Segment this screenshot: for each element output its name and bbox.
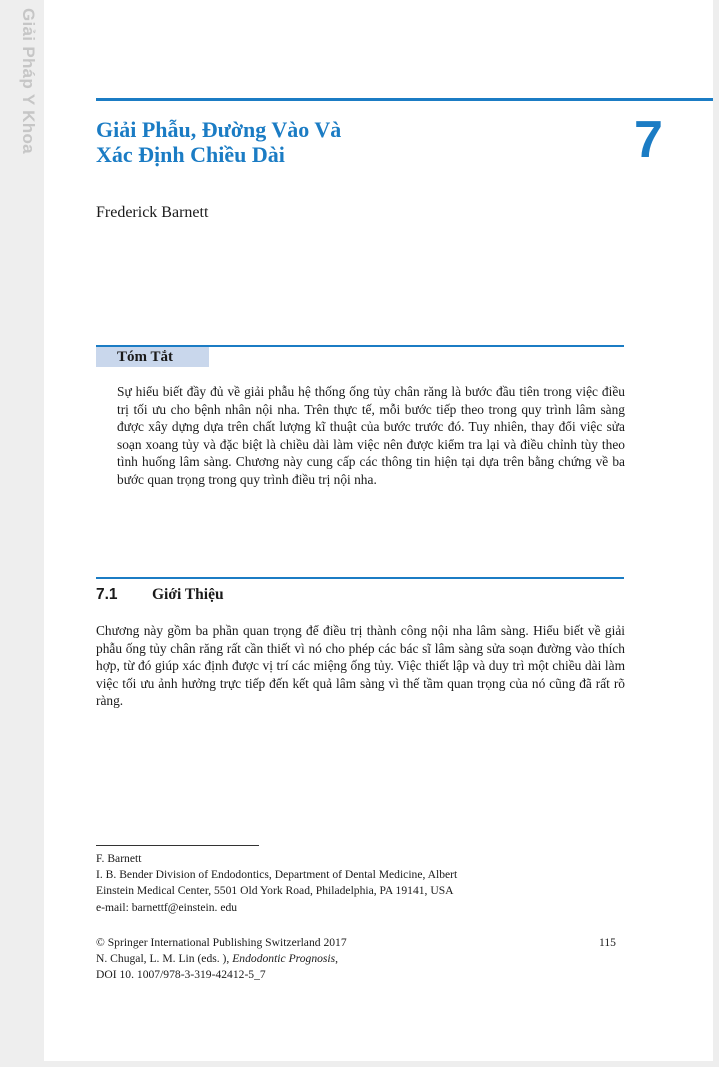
doi-line: DOI 10. 1007/978-3-319-42412-5_7 [96,968,266,982]
editors-prefix: N. Chugal, L. M. Lin (eds. ), [96,952,233,966]
chapter-title-line-1: Giải Phẫu, Đường Vào Và [96,117,342,142]
footnote-email: e-mail: barnettf@einstein. edu [96,900,238,914]
author-footnote [96,851,457,916]
section-text: Chương này gồm ba phần quan trọng để điều trị thành công nội nha lâm sàng. Hiểu biết về giải phẫu ống tủy chân răng rất cần thiết vì nó cho phép các bác sĩ lâm sàng sửa soạn đường vào thích hợp, từ đó giúp xác định được vị trí các miệng ống tủy. Việc thiết lập và duy trì một chiều dài làm việc tối ưu ảnh hưởng trực tiếp đến kết quả lâm sàng vì thế tầm quan trọng của nó cũng đã rất rõ ràng. [96,623,625,709]
document-page [44,0,713,1061]
editors-line [96,951,347,967]
section-title: Giới Thiệu [152,586,224,603]
book-title: Endodontic Prognosis [232,952,336,966]
copyright-line: © Springer International Publishing Switzerland 2017 [96,936,347,949]
page-number: 115 [599,936,616,949]
abstract-text: Sự hiểu biết đầy đủ về giải phẫu hệ thống ống tủy chân răng là bước đầu tiên trong việc điều trị tối ưu cho bệnh nhân nội nha. Trên thực tế, mỗi bước tiếp theo trong quy trình lâm sàng được xây dựng dựa trên chất lượng kĩ thuật của bước trước đó. Tuy nhiên, thay đổi việc sửa soạn xoang tủy và đặc biệt là chiều dài làm việc nên được kiểm tra lại và điều chỉnh tùy theo tình huống lâm sàng. Chương này cung cấp các thông tin hiện tại dựa trên bằng chứng về ba bước quan trọng trong quy trình điều trị nội nha. [117,384,625,487]
author-name: Frederick Barnett [96,204,209,221]
chapter-number: 7 [634,111,663,169]
section-number: 7.1 [96,586,118,603]
abstract-label-box [96,347,209,367]
footnote-affiliation-line-1: I. B. Bender Division of Endodontics, Department of Dental Medicine, Albert [96,868,458,882]
section-heading [96,585,224,605]
watermark-text: Giải Pháp Y Khoa [19,8,38,154]
abstract-label: Tóm Tắt [117,349,173,365]
footnote-name: F. Barnett [96,852,142,865]
section-rule [96,577,624,579]
chapter-title-line-2: Xác Định Chiều Dài [96,142,285,167]
copyright-block [96,935,347,984]
chapter-top-rule [96,98,713,101]
chapter-title [96,117,341,167]
footnote-affiliation-line-2: Einstein Medical Center, 5501 Old York Road, Philadelphia, PA 19141, USA [96,884,454,898]
footnote-rule [96,845,259,846]
editors-suffix: , [335,952,339,966]
